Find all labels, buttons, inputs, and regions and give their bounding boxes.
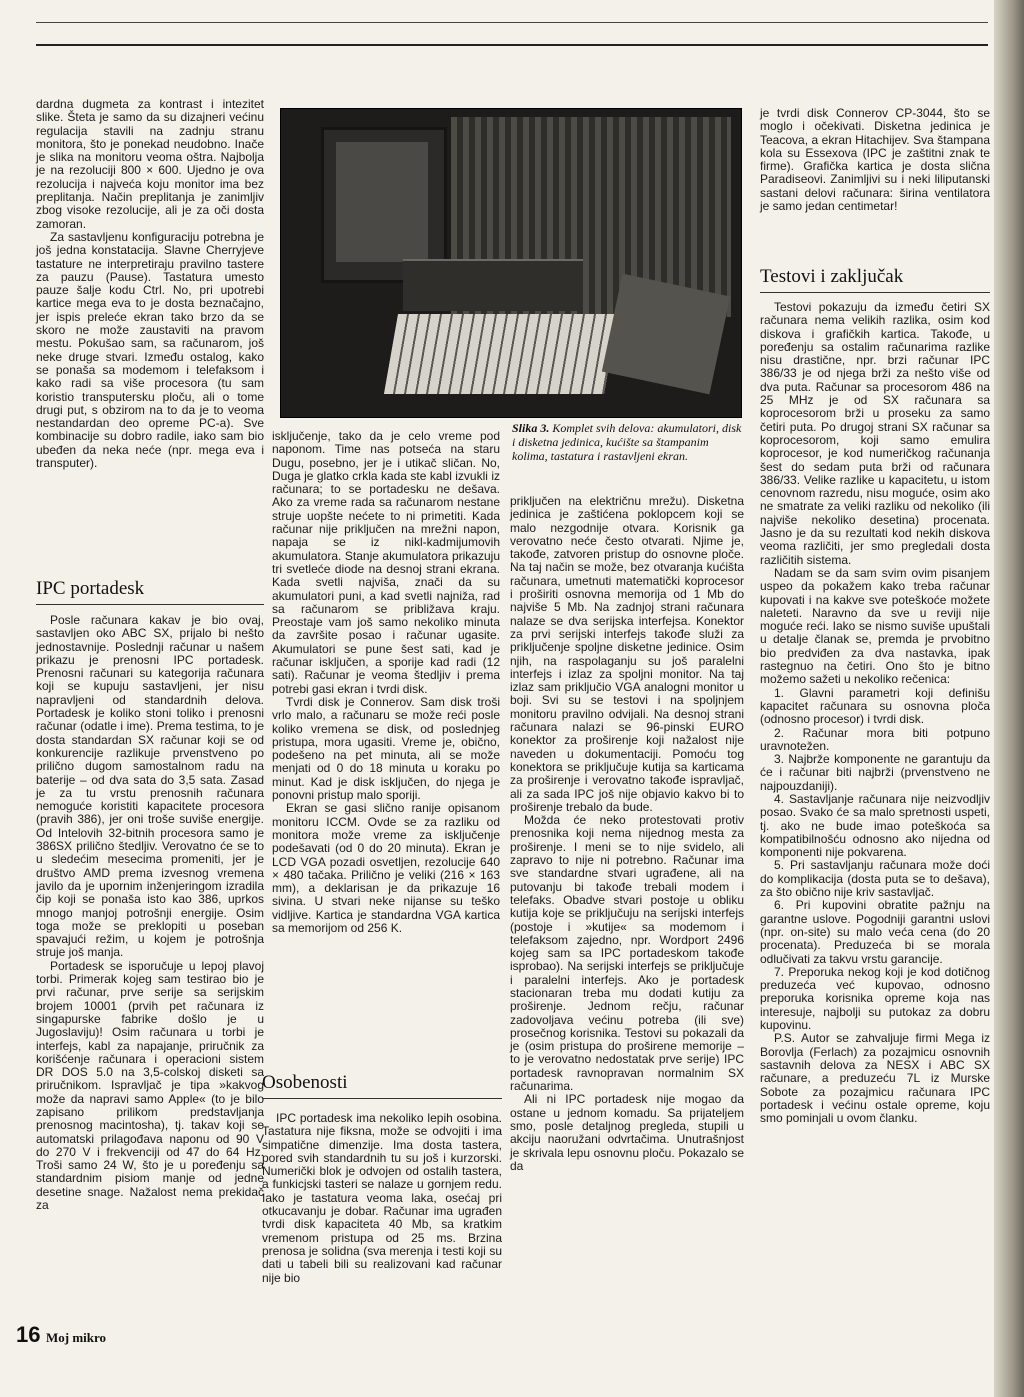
heading-osobenosti: Osobenosti <box>262 1072 502 1099</box>
paragraph: Ekran se gasi slično ranije opisanom monitoru ICCM. Ovde se za razliku od monitora može vreme za isključenje podešavati (od 0 do 20 minuta). Ekran je LCD VGA pozadi osvetljen, rezolucije 640 × 480 tačaka. Prilično je veliki (216 × 163 mm), a deklarisan je da prikazuje 16 sivina. U stvari neke nijanse su teško vidljive. Kartica je standardna VGA kartica sa memorijom od 256 K. <box>272 801 500 935</box>
column-1-bottom <box>36 614 264 1212</box>
page-edge-shadow <box>994 0 1024 1397</box>
list-item: 1. Glavni parametri koji definišu kapacitet računara su osnovna ploča (odnosno procesor) i tvrdi disk. <box>760 685 990 727</box>
list-item: 7. Preporuka nekog koji je kod dotičnog preduzeća već kupovao, odnosno preporuka korisnika opreme koja nas interesuje, najbolji su putokaz za dobru kupovinu. <box>760 964 990 1033</box>
paragraph: Nadam se da sam svim ovim pisanjem uspeo da pokažem kako treba računar kupovati i na kakve sve poteškoće možete naleteti. Naravno da sve u reviji nije moguće reći. Iako se nismo suviše upuštali u detalje članak se, premda je prvobitno bio predviđen za dva nastavka, ipak rastegnuo na četiri. Ono što je bitno možemo sažeti u nekoliko rečenica: <box>760 565 990 687</box>
paragraph: priključen na električnu mrežu). Disketna jedinica je zaštićena poklopcem koji se malo nezgodnije otvara. Korisnik ga verovatno neće često otvarati. Njime je, takođe, zatvoren pristup do osnovne ploče. Na taj način se može, bez otvaranja kućišta računara, umetnuti matematički koprocesor i proširiti osnovna memorija od 1 Mb do najviše 5 Mb. Na zadnjoj strani računara nalaze se dva serijska interfejsa. Konektor za prvi serijski interfejs takođe služi za priključenje spoljne disketne jedinice. Osim njih, na raspolaganju su još paralelni interfejs i izlaz za spoljni monitor. Na taj izlaz sam priključio VGA analogni monitor u boji. Svi su se testovi i na spoljnjem monitoru pravilno odvijali. Na desnoj strani računara nalazi se 96-pinski EURO konektor za proširenje koji nažalost nije naveden u dokumentaciji. Pomoću tog konektora se priključuje kutija sa karticama za proširenje i verovatno takođe ispravljač, ali za sada IPC još nije objavio kakvo bi to proširenje trebalo da bude. <box>510 494 744 814</box>
heading-testovi: Testovi i zaključak <box>760 266 990 293</box>
paragraph: dardna dugmeta za kontrast i intezitet slike. Šteta je samo da su dizajneri većinu regulacija stavili na zadnju stranu monitora, što je ponekad neudobno. Inače je slika na monitoru veoma oštra. Najbolja je na rezoluciji 800 × 600. Ujedno je ova rezolucija i najveća koju monitor ima bez preplitanja. Način preplitanja je zanimljiv zbog visoke rezolucije, ali je za oči dosta zamoran. <box>36 97 264 231</box>
caption-text: Komplet svih delova: akumulatori, disk i disketna jedinica, kućište sa štampanim kolima, tastatura i rastavljeni ekran. <box>512 421 742 463</box>
photo-disk-shape <box>602 274 730 395</box>
photo-keyboard-shape <box>384 314 618 394</box>
top-rule <box>36 22 988 23</box>
photo-disassembled-computer <box>280 108 742 418</box>
column-4-bottom <box>760 301 990 1125</box>
page-number: 16 <box>16 1322 41 1347</box>
list-item: 3. Najbrže komponente ne garantuju da će i računar biti najbrži (prvenstveno ne najpouzdaniji). <box>760 752 990 793</box>
column-2-top <box>272 430 500 935</box>
list-item: 2. Računar mora biti potpuno uravnotežen. <box>760 725 990 753</box>
list-item: 4. Sastavljanje računara nije neizvodljiv posao. Svako će sa malo spretnosti uspeti, tj. ako ne bude imao poteškoća sa kompatibilnošću odnosno ako nijedna od komponenti nije pokvarena. <box>760 791 990 860</box>
list-item: 6. Pri kupovini obratite pažnju na garantne uslove. Pogodniji garantni uslovi (npr. on-site) su malo veća cena (do 20 procenata). Preduzeća bi se morala odlučivati za takvu vrstu garancije. <box>760 898 990 966</box>
paragraph: Za sastavljenu konfiguraciju potrebna je još jedna konstatacija. Slavne Cherryjeve tastature ne interpretiraju pravilno tastere za pauzu (Pause). Tastatura umesto pauze šalje kodu Ctrl. No, pri upotrebi kartice mega eva to je dosta beznačajno, jer ispis preleće ekran tako brzo da se skoro ne može zaustaviti na pravom mestu. Pokušao sam, sa računarom, još neke druge stvari. Između ostalog, kako se ponaša sa modemom i telefaksom i kako radi sa više procesora (tu sam koristio transputersku ploču, ali o tome drugi put, s obzirom na to da je to veoma nestandardan deo opreme PC-a). Sve kombinacije su dobro radile, iako sam bio ubeđen da neka neće (npr. mega eva i transputer). <box>36 229 264 471</box>
paragraph: Možda će neko protestovati protiv prenosnika koji nema nijednog mesta za proširenje. I meni se to nije svidelo, ali zapravo to nije ni potrebno. Računar ima sve standardne stvari ugrađene, ali na putovanju bi takođe trebali modem i telefaks. Obadve stvari postoje u obliku kutija koje se priključuju na serijski interfejs (postoje i »kutije« sa modemom i telefaksom zajedno, npr. Wordport 2496 kojeg sam sa IPC portadeskom takođe isprobao). Na serijski interfejs se priključuje i paralelni interfejs. Ako je portadesk stacionaran treba mu dodati kutiju za proširenje. Jednom rečju, računar zadovoljava većinu potreba (ili sve) prosečnog korisnika. Testovi su pokazali da je (osim pristupa do proširene memorije – to je verovatno nedostatak prve serije) IPC portadesk ravnopravan normalnim SX računarima. <box>510 813 744 1094</box>
caption-label: Slika 3. <box>512 421 550 435</box>
paragraph: Posle računara kakav je bio ovaj, sastavljen oko ABC SX, prijalo bi nešto jednostavnije. Poslednji računar u našem prikazu je prenosni IPC portadesk. Prenosni računari su kategorija računara koji se kupuju sastavljeni, jer nisu napravljeni od standardnih delova. Portadesk je koliko stoni toliko i prenosni računar (odatle i ime). Prema testima, to je dosta standardan SX računar koji se od konkurencije razlikuje prvenstveno po prilično dugom samostalnom radu na baterije – od dva sata do 3,5 sata. Zasad je za tu vrstu prenosnih računara nemoguće koristiti kapacitete procesora (pravih 386), jer oni troše suviše energije. Od Intelovih 32-bitnih procesora samo je 386SX prilično štedljiv. Verovatno će se to u sledećim mesecima promeniti, jer je društvo AMD prema izvesnog vremena javilo da je upornim inženjeringom izradila čip koji se ponaša isto kao 386, uprkos mnogo manjoj potrošnji energije. Osim toga može se preklopiti u poseban spavajući režim, u kojem je potrošnja struje još manja. <box>36 613 264 960</box>
column-3 <box>510 495 744 1173</box>
column-1-top <box>36 98 264 470</box>
paragraph: isključenje, tako da je celo vreme pod naponom. Time nas potseća na staru Dugu, posebno, jer je i utikač sličan. No, Duga je glatko crkla kada ste kabl izvukli iz računara; to se portadesku ne dešava. Ako za vreme rada sa računarom nestane struje uopšte nećete to ni primetiti. Kada računar nije priključen na mrežni napon, napaja se iz nikl-kadmijumovih akumulatora. Stanje akumulatora prikazuju tri svetleće diode na desnoj strani ekrana. Kada svetli najviša, znači da su akumulatori puni, a kad svetli najniža, rad sa računarom se približava kraju. Preostaje vam još samo nekoliko minuta da završite posao i računar ugasite. Akumulatori se pune šest sati, kad je računar isključen, a sporije kad radi (12 sati). Računar je veoma štedljiv i prema potrebi gasi ekran i tvrdi disk. <box>272 429 500 696</box>
paragraph: Ali ni IPC portadesk nije mogao da ostane u jednom komadu. Sa prijateljem smo, posle detaljnog pregleda, stupili u akciju naoružani odvrtačima. Unutrašnjost je skrivala lepu osnovnu ploču. Pokazalo se da <box>510 1092 744 1173</box>
paragraph: je tvrdi disk Connerov CP-3044, što se moglo i očekivati. Disketna jedinica je Teacova, a ekran Hitachijev. Sva štampana kola su Essexova (IPC je zaštitni znak te firme). Grafička kartica je dosta slična Paradiseovi. Zanimljivi su i neki liliputanski sastani delovi računara: širina ventilatora je samo jedan centimetar! <box>760 106 990 214</box>
photo-drive-unit-shape <box>403 259 583 311</box>
paragraph: Testovi pokazuju da između četiri SX računara nema velikih razlika, osim kod diskova i grafičkih kartica. Takođe, u poređenju sa ostalim računarima razlike nisu drastične, npr. brzi računar IPC 386/33 je od njega brži za nešto više od dva puta. Računar sa procesorom 486 na 25 MHz je od SX računara sa koprocesorom brži u proseku za samo četiri puta. Po drugoj strani SX računar sa koprocesorom, koji samo emulira koprocesor, je kod numeričkog računanja šest do sedam puta brži od računara 386/33. Velike razlike u kapacitetu, u istom cenovnom razredu, nisu moguće, osim ako ne smatrate za veliki razliku od nekoliko (ili najviše nekoliko desetina) procenata. Jasno je da su rezultati kod nekih diskova veoma različiti, jer smo pregledali dosta različitih sistema. <box>760 300 990 567</box>
heading-ipc-portadesk: IPC portadesk <box>36 578 264 605</box>
column-2-bottom <box>262 1112 502 1285</box>
top-rule-thick <box>36 44 988 46</box>
paragraph: P.S. Autor se zahvaljuje firmi Mega iz Borovlja (Ferlach) za pozajmicu osnovnih sastavnih delova za NESX i ABC SX računare, a preduzeću 7L iz Murske Sobote za pozajmicu računara IPC portadesk i većinu ostale opreme, koju smo pominjali u ovom članku. <box>760 1031 990 1126</box>
paragraph: Tvrdi disk je Connerov. Sam disk troši vrlo malo, a računaru se može reći posle koliko vremena se disk, od poslednjeg pristupa, mora ugasiti. Vreme je, obično, podešeno na pet minuta, ali se može menjati od 0 do 18 minuta u koraku po minut. Kad je disk isključen, do njega je ponovni pristup malo sporiji. <box>272 694 500 803</box>
list-item: 5. Pri sastavljanju računara može doći do komplikacija (dosta puta se to dešava), za što obično nije kriv sastavljač. <box>760 858 990 900</box>
paragraph: Portadesk se isporučuje u lepoj plavoj torbi. Primerak kojeg sam testirao bio je prvi računar, prve serije sa serijskim brojem 10001 (prvih pet računara iz singapurske fabrike došlo je u Jugoslaviju)! Osim računara u torbi je interfejs, kabl za napajanje, priručnik za korišćenje računara i operacioni sistem DR DOS 5.0 na 3,5-colskoj disketi sa priručnikom. Ispravljač je tipa »kakvog može da napravi samo Apple« (to je bilo zapisano prilikom predstavljanja prenosnog macintosha), tj. takav koji se automatski prilagođava naponu od 90 V do 270 V i frekvenciji od 47 do 64 Hz. Troši samo 24 W, što je u poređenju sa standardnim pisiom manje od jedne desetine snage. Nažalost nema prekidač za <box>36 958 264 1213</box>
magazine-name: Moj mikro <box>46 1330 107 1345</box>
paragraph: IPC portadesk ima nekoliko lepih osobina. Tastatura nije fiksna, može se odvojiti i ima simpatične dimenzije. Ima dosta tastera, pored svih standardnih tu su još i kurzorski. Numerički blok je odvojen od ostalih tastera, a funkicjski tasteri se nalaze u gornjem redu. Iako je tastatura veoma laka, osećaj pri otkucavanju je dobar. Računar ima ugrađen tvrdi disk kapaciteta 40 Mb, sa kratkim vremenom pristupa od 25 ms. Brzina prenosa je solidna (sva merenja i testi koji su dati u tabeli bili su realizovani kad računar nije bio <box>262 1111 502 1285</box>
column-4-top <box>760 107 990 213</box>
figure-caption <box>512 421 742 463</box>
